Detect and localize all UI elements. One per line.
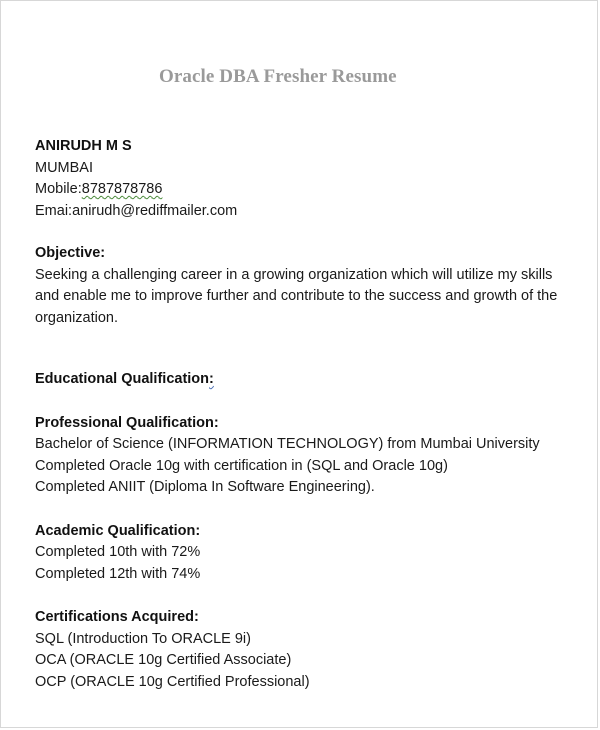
resume-body — [35, 136, 587, 693]
spacer — [35, 329, 587, 369]
educational-heading — [35, 369, 587, 391]
email-line: Emai:anirudh@rediffmailer.com — [35, 202, 238, 219]
objective-line: and enable me to improve further and contribute to the success and growth of the — [35, 288, 558, 304]
spacer — [35, 391, 587, 413]
spacer — [35, 585, 587, 607]
certification-line: SQL (Introduction To ORACLE 9i) — [35, 630, 251, 647]
mobile-label: Mobile: — [35, 181, 82, 197]
mobile-number: 8787878786 — [81, 181, 163, 197]
professional-heading: Professional Qualification: — [35, 414, 219, 431]
document-title: Oracle DBA Fresher Resume — [159, 66, 397, 87]
academic-line: Completed 10th with 72% — [35, 544, 201, 560]
applicant-name: ANIRUDH M S — [35, 138, 132, 154]
spacer — [35, 222, 587, 243]
professional-line: Bachelor of Science (INFORMATION TECHNOLOGY) from Mumbai University — [35, 436, 540, 452]
academic-line: Completed 12th with 74% — [35, 565, 201, 582]
professional-line: Completed ANIIT (Diploma In Software Engineering). — [35, 479, 375, 495]
professional-line: Completed Oracle 10g with certification in (SQL and Oracle 10g) — [35, 457, 448, 474]
applicant-city: MUMBAI — [35, 159, 93, 176]
academic-heading: Academic Qualification: — [35, 522, 201, 539]
spacer — [35, 499, 587, 521]
certification-line: OCA (ORACLE 10g Certified Associate) — [35, 652, 292, 668]
objective-line: organization. — [35, 309, 119, 326]
certifications-heading: Certifications Acquired: — [35, 609, 199, 625]
certification-line: OCP (ORACLE 10g Certified Professional) — [35, 673, 310, 690]
mobile-line — [35, 179, 587, 201]
educational-heading-colon: : — [209, 371, 214, 387]
educational-heading-text: Educational Qualification — [35, 371, 210, 387]
objective-heading: Objective: — [35, 245, 106, 261]
objective-line: Seeking a challenging career in a growing organization which will utilize my skills — [35, 266, 553, 283]
